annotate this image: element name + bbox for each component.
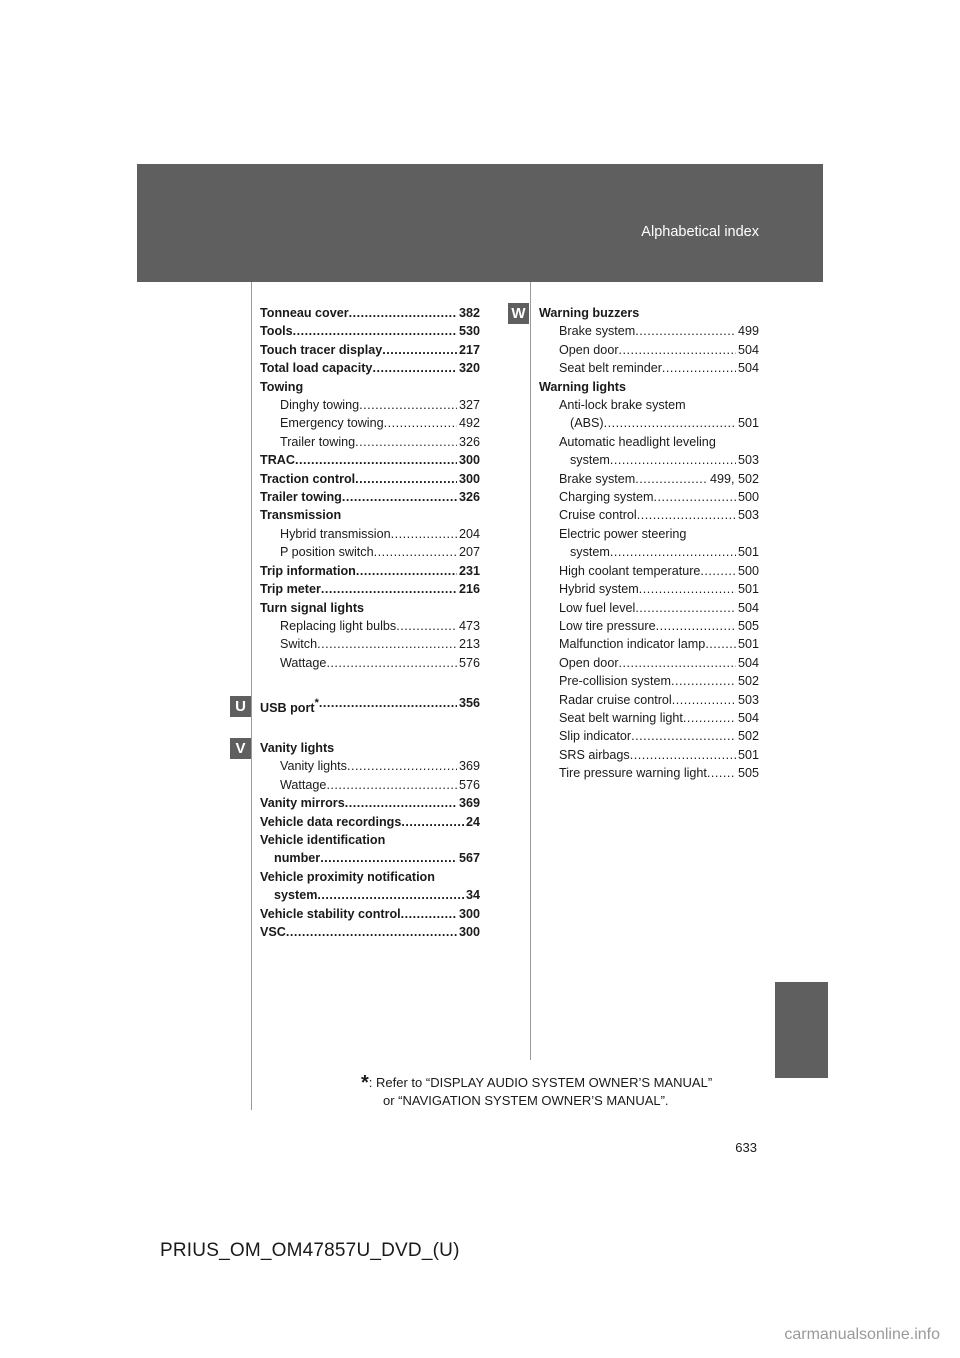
entry-page: 501 <box>737 416 759 431</box>
entry-page: 382 <box>458 306 480 320</box>
entry-page: 504 <box>737 655 759 670</box>
index-entry <box>260 794 480 812</box>
entry-page: 576 <box>458 777 480 792</box>
entry-page: 504 <box>737 600 759 615</box>
entry-page: 576 <box>458 655 480 670</box>
leader-dots <box>293 322 457 340</box>
index-column-right <box>539 304 759 783</box>
entry-label: Tools <box>260 324 293 339</box>
index-entry <box>260 396 480 414</box>
index-entry <box>260 414 480 432</box>
entry-label: Open door <box>559 342 619 357</box>
leader-dots <box>635 599 736 617</box>
entry-label: Brake system <box>559 324 636 339</box>
entry-page: 504 <box>737 361 759 376</box>
index-entry <box>260 470 480 488</box>
entry-label: Charging system <box>559 490 654 505</box>
index-entry <box>539 654 759 672</box>
leader-dots <box>391 525 457 543</box>
leader-dots <box>382 341 457 359</box>
entry-page: 217 <box>458 342 480 357</box>
index-entry <box>539 543 759 561</box>
entry-label: Hybrid system <box>559 582 639 597</box>
entry-page: 327 <box>458 398 480 413</box>
index-entry <box>539 378 759 396</box>
entry-label: Tire pressure warning light <box>559 766 707 781</box>
entry-page: 34 <box>465 888 480 903</box>
index-entry <box>539 470 759 488</box>
index-entry <box>260 378 480 396</box>
entry-label: Touch tracer display <box>260 342 383 357</box>
entry-label: Vehicle identification <box>260 833 386 848</box>
entry-label: Trip meter <box>260 582 321 597</box>
footnote-line2: or “NAVIGATION SYSTEM OWNER’S MANUAL”. <box>383 1093 669 1108</box>
entry-label: Automatic headlight leveling <box>559 434 716 449</box>
entry-page: 369 <box>458 796 480 811</box>
leader-dots <box>630 746 736 764</box>
entry-page: 499, 502 <box>709 471 759 486</box>
index-entry <box>539 304 759 322</box>
entry-page: 501 <box>737 747 759 762</box>
entry-label: Transmission <box>260 508 342 523</box>
index-entry <box>260 322 480 340</box>
entry-label: Wattage <box>280 655 327 670</box>
entry-page: 503 <box>737 508 759 523</box>
leader-dots <box>401 905 457 923</box>
index-entry <box>539 341 759 359</box>
leader-dots <box>355 470 457 488</box>
index-entry <box>260 694 480 717</box>
index-entry <box>539 488 759 506</box>
index-column-left <box>260 304 480 672</box>
index-entry <box>539 562 759 580</box>
entry-label: Vanity lights <box>260 741 335 755</box>
leader-dots <box>683 709 736 727</box>
entry-page: 505 <box>737 766 759 781</box>
center-divider <box>530 282 531 1060</box>
entry-label: High coolant temperature <box>559 563 701 578</box>
entry-label: (ABS) <box>570 416 604 431</box>
index-entry <box>539 635 759 653</box>
entry-label: Pre-collision system <box>559 674 671 689</box>
leader-dots <box>639 580 736 598</box>
letter-marker-w: W <box>508 303 529 324</box>
index-entry <box>539 506 759 524</box>
leader-dots <box>342 488 457 506</box>
leader-dots <box>347 757 457 775</box>
leader-dots <box>610 543 736 561</box>
index-entry-usb <box>260 694 480 717</box>
index-entry <box>260 599 480 617</box>
entry-page: 300 <box>458 925 480 940</box>
leader-dots <box>317 635 457 653</box>
entry-label: Vanity lights <box>280 759 347 774</box>
leader-dots <box>700 562 736 580</box>
entry-label: Vehicle data recordings <box>260 814 402 829</box>
index-entry <box>539 580 759 598</box>
entry-label: Emergency towing <box>280 416 384 431</box>
entry-label: Trailer towing <box>280 434 356 449</box>
entry-label: Seat belt warning light <box>559 710 683 725</box>
index-entry <box>260 617 480 635</box>
index-entry <box>260 543 480 561</box>
leader-dots <box>656 617 736 635</box>
entry-label: system <box>570 453 610 468</box>
leader-dots <box>345 794 457 812</box>
index-entry <box>539 322 759 340</box>
index-entry <box>260 868 480 886</box>
leader-dots <box>672 691 736 709</box>
leader-dots <box>374 543 457 561</box>
index-entry <box>260 757 480 775</box>
index-entry <box>260 525 480 543</box>
leader-dots <box>707 764 736 782</box>
entry-label: Low tire pressure <box>559 618 656 633</box>
footnote-marker: * <box>314 697 319 709</box>
entry-page: 499 <box>737 324 759 339</box>
leader-dots <box>349 304 457 322</box>
leader-dots <box>654 488 736 506</box>
index-entry <box>539 727 759 745</box>
entry-label: Low fuel level <box>559 600 636 615</box>
leader-dots <box>326 654 457 672</box>
entry-label: Cruise control <box>559 508 637 523</box>
footnote <box>361 1074 712 1109</box>
leader-dots <box>317 886 464 904</box>
index-entry <box>260 776 480 794</box>
leader-dots <box>396 617 457 635</box>
watermark: carmanualsonline.info <box>784 1326 940 1343</box>
index-entry <box>539 764 759 782</box>
index-entry <box>260 506 480 524</box>
index-entry <box>539 396 759 414</box>
footnote-line1: : Refer to “DISPLAY AUDIO SYSTEM OWNER’S MANUAL” <box>368 1075 713 1090</box>
leader-dots <box>319 694 457 717</box>
leader-dots <box>359 396 457 414</box>
footnote-star: * <box>361 1072 369 1094</box>
entry-page: 300 <box>458 453 480 468</box>
index-entry <box>260 739 480 757</box>
index-entry <box>260 905 480 923</box>
index-entry <box>260 488 480 506</box>
leader-dots <box>320 849 457 867</box>
index-entry <box>539 691 759 709</box>
entry-label: Vehicle stability control <box>260 906 401 921</box>
entry-page: 501 <box>737 582 759 597</box>
index-entry <box>539 599 759 617</box>
index-entry <box>260 831 480 849</box>
index-entry <box>539 617 759 635</box>
leader-dots <box>286 923 457 941</box>
entry-label: Hybrid transmission <box>280 526 391 541</box>
index-entry <box>260 580 480 598</box>
entry-label: Wattage <box>280 777 327 792</box>
entry-label: Trailer towing <box>260 490 342 505</box>
entry-page: 500 <box>737 490 759 505</box>
index-entry <box>260 654 480 672</box>
entry-label: Open door <box>559 655 619 670</box>
leader-dots <box>619 654 736 672</box>
entry-label: Radar cruise control <box>559 692 672 707</box>
index-entry <box>260 886 480 904</box>
entry-page: 213 <box>458 637 480 652</box>
index-entry <box>260 304 480 322</box>
left-divider <box>251 282 252 1110</box>
entry-page: 356 <box>458 696 480 710</box>
leader-dots <box>604 414 736 432</box>
entry-page: 502 <box>737 729 759 744</box>
entry-page: 326 <box>458 490 480 505</box>
index-entry <box>260 813 480 831</box>
entry-label: Warning lights <box>539 379 626 394</box>
entry-label: Electric power steering <box>559 526 687 541</box>
section-tab[interactable] <box>775 982 828 1078</box>
entry-page: 300 <box>458 471 480 486</box>
entry-label: number <box>274 851 321 866</box>
page-header <box>137 164 823 282</box>
entry-page: 502 <box>737 674 759 689</box>
entry-label: TRAC <box>260 453 295 468</box>
leader-dots <box>631 727 736 745</box>
entry-page: 501 <box>737 637 759 652</box>
leader-dots <box>401 813 464 831</box>
leader-dots <box>372 359 457 377</box>
entry-page: 216 <box>458 582 480 597</box>
index-entry <box>539 709 759 727</box>
entry-label: Total load capacity <box>260 361 373 376</box>
entry-page: 505 <box>737 618 759 633</box>
page-number: 633 <box>735 1140 757 1155</box>
entry-page: 326 <box>458 434 480 449</box>
index-entry <box>260 849 480 867</box>
letter-marker-v: V <box>230 738 251 759</box>
entry-page: 207 <box>458 545 480 560</box>
index-entry <box>539 414 759 432</box>
entry-label: Dinghy towing <box>280 398 360 413</box>
header-title: Alphabetical index <box>641 224 759 240</box>
leader-dots <box>662 359 736 377</box>
leader-dots <box>671 672 736 690</box>
entry-page: 567 <box>458 851 480 866</box>
entry-label: Trip information <box>260 563 356 578</box>
entry-label: Vehicle proximity notification <box>260 869 435 884</box>
index-entry <box>260 923 480 941</box>
entry-page: 204 <box>458 526 480 541</box>
entry-label: system <box>570 545 610 560</box>
entry-page: 231 <box>458 563 480 578</box>
entry-label: Warning buzzers <box>539 306 640 320</box>
leader-dots <box>705 635 736 653</box>
entry-label: Malfunction indicator lamp <box>559 637 706 652</box>
index-entry <box>539 672 759 690</box>
index-entry <box>260 562 480 580</box>
entry-page: 300 <box>458 906 480 921</box>
leader-dots <box>355 433 457 451</box>
index-entry <box>260 635 480 653</box>
entry-label: Replacing light bulbs <box>280 618 397 633</box>
entry-label: USB port <box>260 701 315 715</box>
entry-label: Tonneau cover <box>260 306 349 320</box>
leader-dots <box>635 470 708 488</box>
leader-dots <box>610 451 736 469</box>
entry-label: Traction control <box>260 471 356 486</box>
entry-page: 503 <box>737 692 759 707</box>
leader-dots <box>326 776 457 794</box>
index-entry <box>539 451 759 469</box>
entry-page: 503 <box>737 453 759 468</box>
entry-label: Slip indicator <box>559 729 632 744</box>
entry-label: Brake system <box>559 471 636 486</box>
index-entry <box>260 341 480 359</box>
index-column-v <box>260 739 480 941</box>
entry-page: 369 <box>458 759 480 774</box>
entry-page: 24 <box>465 814 480 829</box>
entry-label: Anti-lock brake system <box>559 398 686 413</box>
leader-dots <box>295 451 457 469</box>
entry-page: 501 <box>737 545 759 560</box>
index-entry <box>539 525 759 543</box>
leader-dots <box>635 322 736 340</box>
index-entry <box>260 433 480 451</box>
entry-label: Towing <box>260 379 304 394</box>
leader-dots <box>321 580 457 598</box>
leader-dots <box>619 341 736 359</box>
index-entry <box>260 359 480 377</box>
entry-label: Seat belt reminder <box>559 361 662 376</box>
entry-label: system <box>274 888 318 903</box>
index-entry <box>539 359 759 377</box>
leader-dots <box>356 562 457 580</box>
index-entry <box>539 433 759 451</box>
index-entry <box>260 451 480 469</box>
leader-dots <box>637 506 736 524</box>
entry-page: 473 <box>458 618 480 633</box>
entry-label: SRS airbags <box>559 747 630 762</box>
entry-page: 504 <box>737 342 759 357</box>
entry-label: P position switch <box>280 545 374 560</box>
leader-dots <box>384 414 457 432</box>
entry-page: 504 <box>737 710 759 725</box>
entry-label: Turn signal lights <box>260 600 365 615</box>
entry-label: Vanity mirrors <box>260 796 345 811</box>
entry-page: 530 <box>458 324 480 339</box>
entry-page: 320 <box>458 361 480 376</box>
entry-page: 500 <box>737 563 759 578</box>
entry-label: Switch <box>280 637 318 652</box>
entry-page: 492 <box>458 416 480 431</box>
entry-label: VSC <box>260 925 286 940</box>
letter-marker-u: U <box>230 696 251 717</box>
document-id: PRIUS_OM_OM47857U_DVD_(U) <box>160 1240 460 1261</box>
index-entry <box>539 746 759 764</box>
